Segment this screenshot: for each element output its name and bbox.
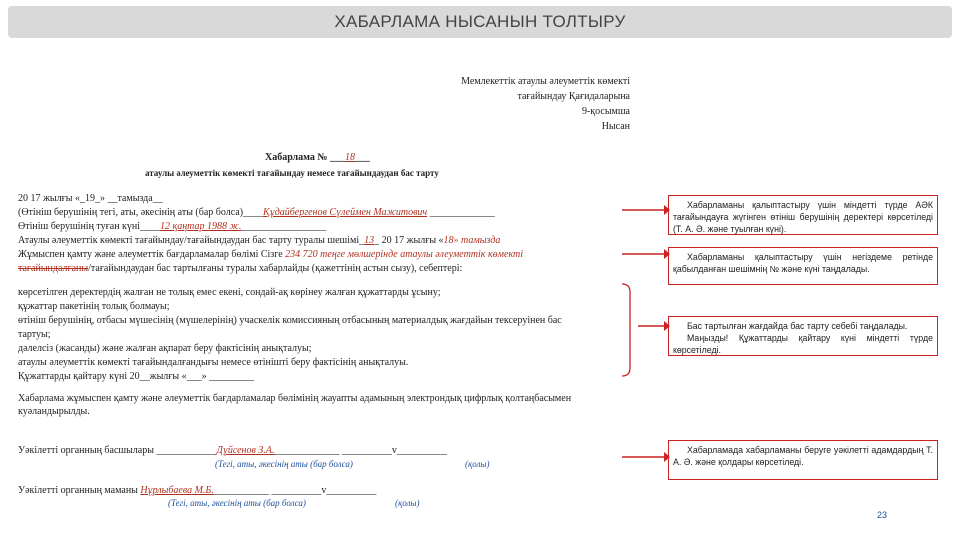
reason-item: дәлелсіз (жасанды) және жалған ақпарат беру фактісінің анықталуы; [18, 343, 312, 354]
assigned-word: тағайындалғаны [18, 263, 89, 274]
specialist-signature-line: Уәкілетті органның маманы Нұрлыбаева М.Б.___________ __________v__________ [18, 485, 377, 496]
head-signature-line: Уәкілетті органның басшылары ____________Дүйсенов З.А._____________ __________v__________ [18, 445, 447, 456]
return-date-line: Құжаттарды қайтару күні 20__жылғы «___» _________ [18, 371, 255, 382]
head-sign-caption: (қолы) [465, 459, 490, 469]
page-title: ХАБАРЛАМА НЫСАНЫН ТОЛТЫРУ [334, 12, 626, 31]
reasons-bracket-icon [620, 282, 640, 380]
arrow-icon [620, 244, 670, 264]
reason-item: көрсетілген деректердің жалған не толық емес екені, сондай-ақ көрінеу жалған құжаттарды ұсыну; [18, 287, 441, 298]
decision-line: Атаулы әлеуметтік көмекті тағайындау/тағайындаудан бас тарту туралы шешімі_13_ 20 17 жылғы «18» тамызда [18, 235, 501, 246]
notice-title: Хабарлама № ___18___ [265, 152, 370, 163]
amount-line: Жұмыспен қамту және әлеуметтік бағдарламалар бөлімі Сізге 234 720 теңге мөлшерінде атаулы әлеуметтік көмекті [18, 249, 524, 260]
decision-number: 13 [364, 235, 375, 246]
appendix-line: Мемлекеттік атаулы әлеуметтік көмекті [461, 76, 630, 87]
assigned-line: тағайындалғаны/тағайындаудан бас тартылғаны туралы хабарлайды (қажеттінің астын сызу), себептері: [18, 263, 463, 274]
callout-applicant-data: Хабарламаны қалыптастыру үшін міндетті түрде АӘК тағайындауға жүгінген өтініш берушінің деректері көрсетіледі (Т. А. Ә. және туылған күні). [668, 195, 938, 235]
specialist-sign-caption: (қолы) [395, 498, 420, 508]
footer-text-cont: куәландырылды. [18, 406, 90, 417]
notice-subtitle: атаулы әлеуметтік көмекті тағайындау немесе тағайындаудан бас тарту [145, 168, 439, 178]
reason-item: тартуы; [18, 329, 51, 340]
footer-text: Хабарлама жұмыспен қамту және әлеуметтік бағдарламалар бөлімінің жауапты адамының электрондық цифрлық қолтаңбасымен [18, 393, 572, 404]
page-header [8, 6, 952, 38]
callout-signatures: Хабарламада хабарламаны беруге уәкілетті адамдардың Т. А. Ә. және қолдары көрсетіледі. [668, 440, 938, 480]
reason-item: құжаттар пакетінің толық болмауы; [18, 301, 170, 312]
assistance-amount: 234 720 теңге мөлшерінде атаулы әлеуметтік көмекті [285, 249, 524, 260]
arrow-icon [636, 316, 670, 336]
decision-date: 18» тамызда [443, 235, 501, 246]
arrow-icon [620, 447, 670, 467]
appendix-line: Нысан [601, 121, 630, 132]
applicant-name: Құдайбергенов Сүлеймен Мажитович [263, 207, 428, 218]
appendix-line: 9-қосымша [581, 106, 630, 117]
appendix-line: тағайындау Қағидаларына [517, 91, 630, 102]
head-name-caption: (Тегі, аты, әкесінің аты (бар болса) [215, 459, 353, 469]
birthdate-line: Өтініш берушінің туған күні____12 қаңтар 1988 ж._________________ [18, 221, 327, 232]
callout-decision: Хабарламаны қалыптастыру үшін негіздеме ретінде қабылданған шешімнің № және күні таңдалады. [668, 247, 938, 285]
head-name: Дүйсенов З.А. [216, 445, 275, 456]
date-line: 20 17 жылғы «_19_» __тамызда__ [18, 193, 163, 204]
callout-refusal-reason: Бас тартылған жағдайда бас тарту себебі таңдалады. Маңызды! Құжаттарды қайтару күні міндетті түрде көрсетіледі. [668, 316, 938, 356]
reason-item: өтініш берушінің, отбасы мүшесінің (мүшелерінің) учаскелік комиссияның отбасының материалдық жағдайын тексеруінен бас [18, 315, 562, 326]
reason-item: атаулы әлеуметтік көмекті тағайындалғандығы немесе өтінішті беру фактісінің анықталуы. [18, 357, 409, 368]
applicant-name-line: (Өтініш берушінің тегі, аты, әкесінің аты (бар болса)____Құдайбергенов Сүлеймен Мажитович _____________ [18, 207, 495, 218]
appendix-block [461, 74, 630, 134]
arrow-icon [620, 200, 670, 220]
notice-number: 18 [344, 152, 355, 163]
applicant-birthdate: 12 қаңтар 1988 ж. [160, 221, 242, 232]
specialist-name-caption: (Тегі, аты, әкесінің аты (бар болса) [168, 498, 306, 508]
specialist-name: Нұрлыбаева М.Б. [140, 485, 214, 496]
page-number: 23 [877, 510, 888, 520]
